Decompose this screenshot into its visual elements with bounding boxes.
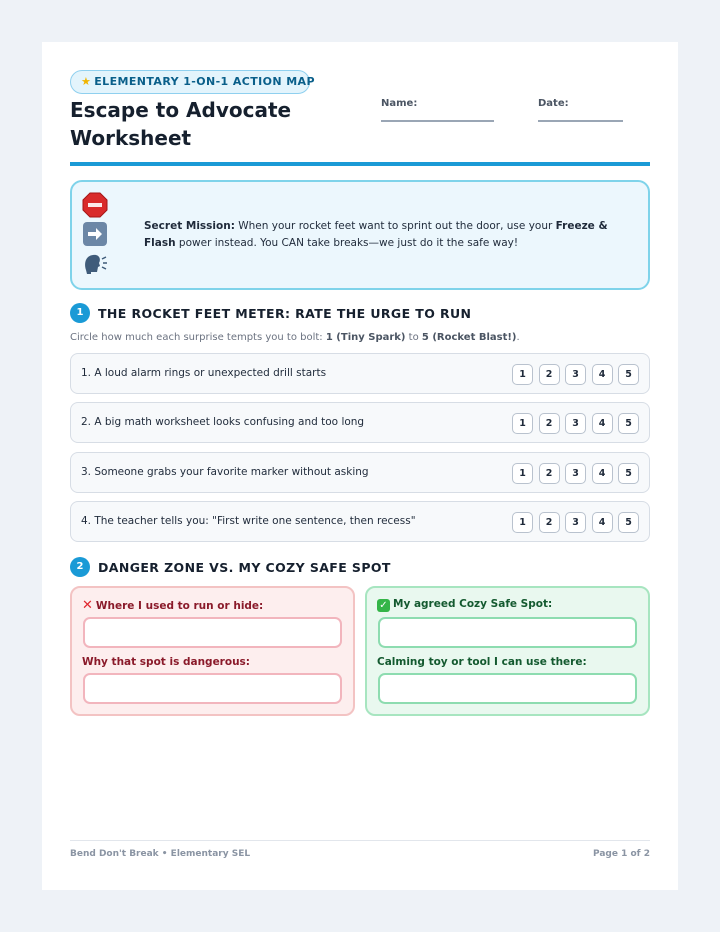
rating-scale (507, 413, 640, 434)
safe-label-1-text: My agreed Cozy Safe Spot: (393, 598, 553, 610)
rating-chip-3[interactable]: 3 (565, 512, 586, 533)
rating-chip-3[interactable]: 3 (565, 364, 586, 385)
rating-item-text: 3. Someone grabs your favorite marker without asking (81, 466, 369, 478)
rating-chip-2[interactable]: 2 (539, 364, 560, 385)
section-2-heading (70, 557, 391, 577)
calming-tool-input[interactable] (378, 673, 637, 704)
rating-chip-4[interactable]: 4 (592, 364, 613, 385)
rating-chip-3[interactable]: 3 (565, 463, 586, 484)
section-1-title: THE ROCKET FEET METER: RATE THE URGE TO RUN (98, 305, 472, 321)
danger-label-1-text: Where I used to run or hide: (95, 600, 264, 612)
rating-scale (507, 512, 640, 533)
rating-instructions (70, 332, 520, 343)
rating-item-text: 2. A big math worksheet looks confusing and too long (81, 416, 365, 428)
safe-spot-input[interactable] (378, 617, 637, 648)
rating-row (70, 501, 650, 542)
instr-text: Circle how much each surprise tempts you to bolt: (70, 332, 326, 343)
rating-row (70, 402, 650, 443)
rating-row (70, 353, 650, 394)
safe-spot-card (365, 586, 650, 716)
date-label: Date: (538, 98, 569, 109)
name-field[interactable] (381, 98, 417, 109)
safe-label-2: Calming toy or tool I can use there: (377, 656, 587, 668)
date-line[interactable] (538, 120, 623, 122)
page-title (70, 96, 370, 152)
rating-chip-2[interactable]: 2 (539, 463, 560, 484)
date-field[interactable] (538, 98, 569, 109)
instr-mid: to (405, 332, 422, 343)
mission-text (144, 218, 639, 251)
badge-label: ELEMENTARY 1-ON-1 ACTION MAP (94, 75, 315, 88)
rating-chip-1[interactable]: 1 (512, 413, 533, 434)
mission-lead: Secret Mission: (144, 220, 235, 232)
name-line[interactable] (381, 120, 494, 122)
star-icon: ★ (81, 75, 92, 88)
mission-icons (82, 192, 110, 279)
rating-chip-1[interactable]: 1 (512, 364, 533, 385)
section-2-title: DANGER ZONE VS. MY COZY SAFE SPOT (98, 559, 391, 575)
danger-label-2: Why that spot is dangerous: (82, 656, 250, 668)
speaking-head-icon (82, 250, 108, 276)
right-arrow-icon (82, 221, 108, 247)
instr-low: 1 (Tiny Spark) (325, 332, 406, 343)
rating-scale (507, 463, 640, 484)
rating-item-text: 1. A loud alarm rings or unexpected drill starts (81, 367, 327, 379)
title-line-1: Escape to Advocate (70, 98, 292, 122)
rating-chip-5[interactable]: 5 (618, 364, 639, 385)
rating-chip-3[interactable]: 3 (565, 413, 586, 434)
danger-zone-card (70, 586, 355, 716)
footer-left: Bend Don't Break • Elementary SEL (70, 849, 251, 859)
rating-chip-2[interactable]: 2 (539, 413, 560, 434)
rating-scale (507, 364, 640, 385)
mission-callout (70, 180, 650, 290)
safe-label-1 (377, 598, 552, 612)
rating-item-text: 4. The teacher tells you: "First write one sentence, then recess" (81, 515, 416, 527)
rating-chip-1[interactable]: 1 (512, 512, 533, 533)
rating-chip-2[interactable]: 2 (539, 512, 560, 533)
category-badge (70, 70, 315, 94)
rating-chip-4[interactable]: 4 (592, 512, 613, 533)
page-number: Page 1 of 2 (593, 849, 650, 859)
rating-chip-5[interactable]: 5 (618, 463, 639, 484)
danger-label-1 (82, 598, 263, 613)
mission-text-a: When your rocket feet want to sprint out the door, use your (234, 220, 556, 232)
danger-reason-input[interactable] (83, 673, 342, 704)
mission-power: Freeze & Flash (144, 220, 608, 249)
header-rule (70, 162, 650, 166)
rating-chip-1[interactable]: 1 (512, 463, 533, 484)
name-label: Name: (381, 98, 418, 109)
section-1-heading (70, 303, 471, 323)
title-line-2: Worksheet (70, 126, 192, 150)
old-hiding-spot-input[interactable] (83, 617, 342, 648)
footer-rule (70, 840, 650, 841)
rating-chip-5[interactable]: 5 (618, 512, 639, 533)
worksheet-page (42, 42, 678, 890)
instr-high: 5 (Rocket Blast!) (421, 332, 517, 343)
cross-mark-icon: ✕ (82, 598, 93, 613)
check-mark-icon: ✓ (377, 599, 390, 612)
rating-row (70, 452, 650, 493)
instr-end: . (516, 332, 520, 343)
section-2-number: 2 (70, 557, 90, 577)
rating-chip-4[interactable]: 4 (592, 413, 613, 434)
mission-text-b: power instead. You CAN take breaks—we just do it the safe way! (175, 236, 519, 249)
stop-sign-icon (82, 192, 108, 218)
section-1-number: 1 (70, 303, 90, 323)
rating-chip-4[interactable]: 4 (592, 463, 613, 484)
rating-chip-5[interactable]: 5 (618, 413, 639, 434)
